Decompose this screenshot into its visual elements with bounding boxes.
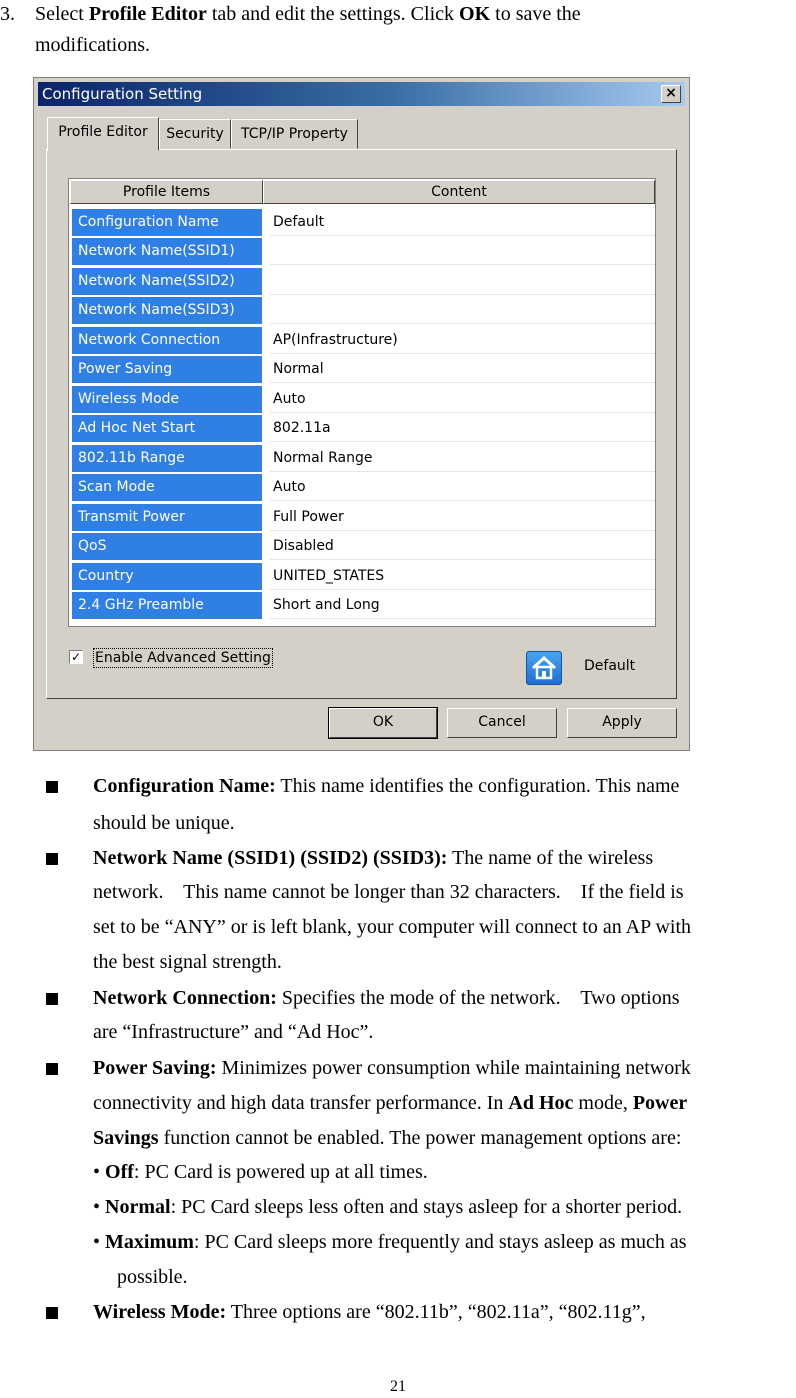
row-item-wireless-mode[interactable]: Wireless Mode: [72, 386, 262, 413]
row-value-scan-mode[interactable]: Auto: [270, 474, 655, 501]
row-item-80211b-range[interactable]: 802.11b Range: [72, 445, 262, 472]
home-icon: [527, 652, 561, 684]
step-number: 3.: [0, 3, 15, 25]
tab-security[interactable]: Security: [159, 119, 231, 149]
row-value-80211b-range[interactable]: Normal Range: [270, 445, 655, 472]
row-item-scan-mode[interactable]: Scan Mode: [72, 474, 262, 501]
bullet-wireless-mode: Wireless Mode: Three options are “802.11b”, “802.11a”, “802.11g”,: [93, 1301, 646, 1323]
configuration-setting-dialog: [33, 77, 690, 751]
row-item-ad-hoc-net-start[interactable]: Ad Hoc Net Start: [72, 415, 262, 442]
row-value-ad-hoc-net-start[interactable]: 802.11a: [270, 415, 655, 442]
page-number: 21: [390, 1378, 406, 1395]
bullet-network-name: Network Name (SSID1) (SSID2) (SSID3): The name of the wireless: [93, 847, 654, 869]
bullet-square-icon: [46, 1307, 58, 1319]
dialog-titlebar: [38, 82, 685, 106]
row-item-configuration-name[interactable]: Configuration Name: [72, 209, 262, 236]
row-item-ssid1[interactable]: Network Name(SSID1): [72, 238, 262, 265]
cancel-button[interactable]: Cancel: [447, 708, 557, 738]
enable-advanced-label[interactable]: Enable Advanced Setting: [95, 650, 271, 666]
profile-grid: [68, 178, 656, 627]
ok-term: OK: [459, 3, 491, 25]
row-item-transmit-power[interactable]: Transmit Power: [72, 504, 262, 531]
row-item-qos[interactable]: QoS: [72, 533, 262, 560]
row-value-transmit-power[interactable]: Full Power: [270, 504, 655, 531]
option-normal: • Normal: PC Card sleeps less often and stays asleep for a shorter period.: [93, 1196, 683, 1218]
bullet-text-line: should be unique.: [93, 812, 235, 834]
row-item-network-connection[interactable]: Network Connection: [72, 327, 262, 354]
bullet-text-line: set to be “ANY” or is left blank, your computer will connect to an AP with: [93, 916, 692, 938]
column-header-content[interactable]: Content: [263, 180, 655, 204]
bullet-power-saving: Power Saving: Minimizes power consumption while maintaining network: [93, 1057, 691, 1079]
row-value-wireless-mode[interactable]: Auto: [270, 386, 655, 413]
bullet-square-icon: [46, 853, 58, 865]
apply-button[interactable]: Apply: [567, 708, 677, 738]
bullet-square-icon: [46, 781, 58, 793]
tab-profile-editor[interactable]: Profile Editor: [47, 117, 159, 151]
row-value-qos[interactable]: Disabled: [270, 533, 655, 560]
bullet-text-line: network. This name cannot be longer than 32 characters. If the field is: [93, 881, 684, 903]
row-value-ssid1[interactable]: [270, 238, 655, 265]
row-item-ssid3[interactable]: Network Name(SSID3): [72, 297, 262, 324]
row-value-ssid2[interactable]: [270, 268, 655, 295]
row-value-configuration-name[interactable]: Default: [270, 209, 655, 236]
row-value-power-saving[interactable]: Normal: [270, 356, 655, 383]
row-value-country[interactable]: UNITED_STATES: [270, 563, 655, 590]
option-maximum: • Maximum: PC Card sleeps more frequently and stays asleep as much as: [93, 1231, 687, 1253]
bullet-text-line: are “Infrastructure” and “Ad Hoc”.: [93, 1021, 374, 1043]
column-header-profile-items[interactable]: Profile Items: [70, 180, 263, 204]
bullet-text-line: the best signal strength.: [93, 951, 282, 973]
ok-button[interactable]: OK: [329, 708, 437, 738]
bullet-text-line: possible.: [117, 1266, 188, 1288]
bullet-text-line: connectivity and high data transfer performance. In Ad Hoc mode, Power: [93, 1092, 688, 1114]
row-value-network-connection[interactable]: AP(Infrastructure): [270, 327, 655, 354]
step-text-line2: modifications.: [35, 34, 150, 56]
row-value-ssid3[interactable]: [270, 297, 655, 324]
bullet-configuration-name: Configuration Name: This name identifies the configuration. This name: [93, 775, 680, 797]
row-item-country[interactable]: Country: [72, 563, 262, 590]
bullet-network-connection: Network Connection: Specifies the mode of the network. Two options: [93, 987, 680, 1009]
home-default-button[interactable]: [526, 651, 562, 685]
step-text: Select Profile Editor tab and edit the settings. Click OK to save the: [35, 3, 581, 25]
enable-advanced-checkbox[interactable]: ✓: [70, 650, 82, 664]
bullet-square-icon: [46, 993, 58, 1005]
option-off: • Off: PC Card is powered up at all times.: [93, 1161, 428, 1183]
row-item-ssid2[interactable]: Network Name(SSID2): [72, 268, 262, 295]
profile-editor-term: Profile Editor: [88, 3, 207, 25]
tab-tcpip-property[interactable]: TCP/IP Property: [231, 119, 358, 149]
row-value-24ghz-preamble[interactable]: Short and Long: [270, 592, 655, 619]
close-icon[interactable]: ×: [661, 85, 681, 103]
bullet-text-line: Savings function cannot be enabled. The power management options are:: [93, 1127, 682, 1149]
bullet-square-icon: [46, 1063, 58, 1075]
default-label: Default: [584, 658, 636, 674]
dialog-title: Configuration Setting: [42, 85, 203, 103]
row-item-24ghz-preamble[interactable]: 2.4 GHz Preamble: [72, 592, 262, 619]
row-item-power-saving[interactable]: Power Saving: [72, 356, 262, 383]
